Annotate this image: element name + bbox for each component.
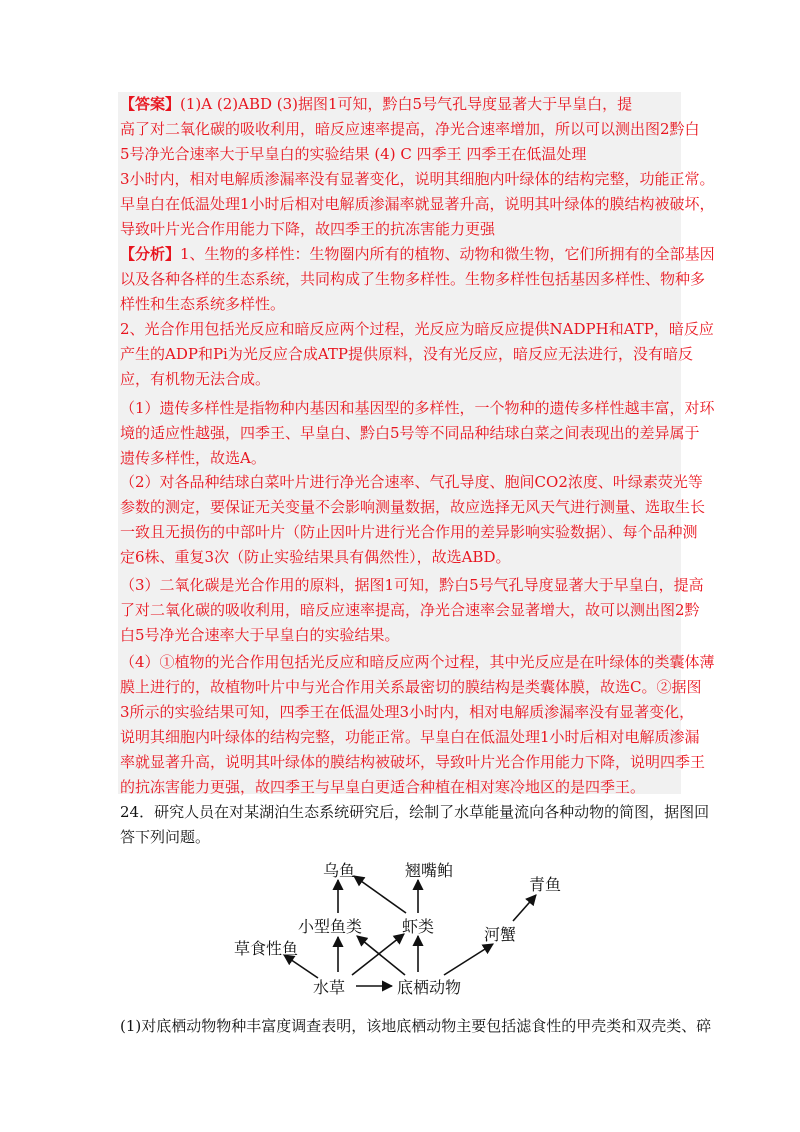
analysis-line-14: （3）二氧化碳是光合作用的原料，据图1可知，黔白5号气孔导度显著大于早皇白，提高 <box>120 576 704 594</box>
analysis-line-16: 白5号净光合速率大于早皇白的实验结果。 <box>120 626 400 644</box>
analysis-line-7: （1）遗传多样性是指物种内基因和基因型的多样性，一个物种的遗传多样性越丰富，对环 <box>120 399 715 417</box>
analysis-line-22: 的抗冻害能力更强，故四季王与早皇白更适合种植在相对寒冷地区的是四季王。 <box>120 778 646 796</box>
answer-line-5: 早皇白在低温处理1小时后相对电解质渗漏率就显著升高，说明其叶绿体的膜结构被破坏， <box>120 195 715 213</box>
node-guiyu: 翘嘴鲌 <box>404 861 454 880</box>
analysis-line-4: 2、光合作用包括光反应和暗反应两个过程，光反应为暗反应提供NADPH和ATP，暗反应 <box>120 320 714 338</box>
answer-line-6: 导致叶片光合作用能力下降，故四季王的抗冻害能力更强 <box>120 220 496 238</box>
analysis-line-12: 一致且无损伤的中部叶片（防止因叶片进行光合作用的差异影响实验数据）、每个品种测 <box>120 523 698 541</box>
analysis-line-13: 定6株、重复3次（防止实验结果具有偶然性），故选ABD。 <box>120 548 511 566</box>
analysis-line-21: 率就显著升高，说明其叶绿体的膜结构被破坏，导致叶片光合作用能力下降，说明四季王 <box>120 753 706 771</box>
arrow-shuicao-caoshi <box>284 955 318 978</box>
analysis-line-3: 样性和生态系统多样性。 <box>120 295 286 313</box>
analysis-line-20: 说明其细胞内叶绿体的结构完整，功能正常。早皇白在低温处理1小时后相对电解质渗漏 <box>120 728 700 746</box>
node-caoshi: 草食性鱼 <box>233 939 299 958</box>
arrow-hexie-qingyu <box>513 895 536 921</box>
analysis-line-9: 遗传多样性，故选A。 <box>120 449 266 467</box>
analysis-line-8: 境的适应性越强，四季王、早皇白、黔白5号等不同品种结球白菜之间表现出的差异属于 <box>120 424 700 442</box>
arrow-xia-wuyu <box>354 876 406 913</box>
node-shuicao: 水草 <box>312 978 346 997</box>
analysis-line-10: （2）对各品种结球白菜叶片进行净光合速率、气孔导度、胞间CO2浓度、叶绿素荧光等 <box>120 473 703 491</box>
analysis-line-2: 以及各种各样的生态系统，共同构成了生物多样性。生物多样性包括基因多样性、物种多 <box>120 270 706 288</box>
answer-label: 【答案】 <box>120 95 181 113</box>
answer-line-2: 高了对二氧化碳的吸收利用，暗反应速率提高，净光合速率增加，所以可以测出图2黔白 <box>120 120 700 138</box>
analysis-line-5: 产生的ADP和Pi为光反应合成ATP提供原料，没有光反应，暗反应无法进行，没有暗反 <box>120 345 693 363</box>
node-diqi: 底栖动物 <box>396 978 462 997</box>
arrow-diqi-xiaoxing <box>357 936 405 975</box>
node-xiaoxing: 小型鱼类 <box>297 917 363 936</box>
analysis-line-1: 【分析】1、生物的多样性：生物圈内所有的植物、动物和微生物，它们所拥有的全部基因 <box>120 245 715 263</box>
node-qingyu: 青鱼 <box>528 875 562 894</box>
analysis-line-17: （4）①植物的光合作用包括光反应和暗反应两个过程，其中光反应是在叶绿体的类囊体薄 <box>120 653 715 671</box>
question-24-line-2: 答下列问题。 <box>120 828 211 846</box>
node-xia: 虾类 <box>401 917 435 936</box>
analysis-label: 【分析】 <box>120 245 181 263</box>
node-wuyu: 乌鱼 <box>322 861 356 880</box>
sub-question-1-line: (1)对底栖动物物种丰富度调查表明，该地底栖动物主要包括滤食性的甲壳类和双壳类、碎 <box>120 1017 712 1035</box>
analysis-line-19: 3所示的实验结果可知，四季王在低温处理3小时内，相对电解质渗漏率没有显著变化， <box>120 703 695 721</box>
question-24-line-1: 24．研究人员在对某湖泊生态系统研究后，绘制了水草能量流向各种动物的简图，据图回 <box>120 803 710 821</box>
answer-line-1: 【答案】(1)A (2)ABD (3)据图1可知，黔白5号气孔导度显著大于早皇白，提 <box>120 95 633 113</box>
analysis-line-18: 膜上进行的，故植物叶片中与光合作用关系最密切的膜结构是类囊体膜，故选C。②据图 <box>120 678 702 696</box>
analysis-line-6: 应，有机物无法合成。 <box>120 370 271 388</box>
analysis-line-11: 参数的测定，要保证无关变量不会影响测量数据，故应选择无风天气进行测量、选取生长 <box>120 498 706 516</box>
analysis-line-15: 了对二氧化碳的吸收利用，暗反应速率提高，净光合速率会显著增大，故可以测出图2黔 <box>120 601 700 619</box>
node-hexie: 河蟹 <box>483 925 517 944</box>
answer-line-4: 3小时内，相对电解质渗漏率没有显著变化，说明其细胞内叶绿体的结构完整，功能正常。 <box>120 170 715 188</box>
arrow-diqi-hexie <box>444 944 493 975</box>
answer-line-3: 5号净光合速率大于早皇白的实验结果 (4) C 四季王 四季王在低温处理 <box>120 145 587 163</box>
